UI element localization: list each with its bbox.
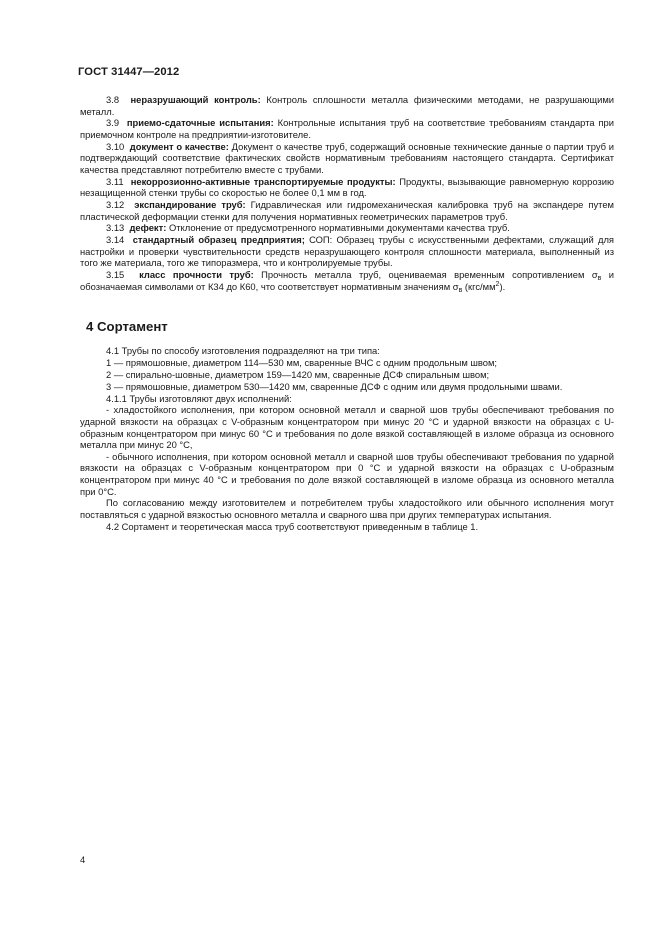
definition-text: Отклонение от предусмотренного нормативными документами качества труб. <box>168 222 510 234</box>
unit-superscript: 2 <box>495 280 500 288</box>
clause-number: 3.10 <box>106 140 125 152</box>
definition-text: Гидравлическая или гидромеханическая калибровка труб на экспандере путем пластической деформации стенки для получения нормативных геометрических параметров труб. <box>80 199 614 222</box>
paragraph-4-2: 4.2 Сортамент и теоретическая масса труб соответствуют приведенным в таблице 1. <box>106 520 479 532</box>
paragraph-4-1-1: 4.1.1 Трубы изготовляют двух исполнений: <box>106 392 292 404</box>
term: некоррозионно-активные транспортируемые продукты: <box>130 175 396 187</box>
clause-number: 3.12 <box>106 199 125 211</box>
definition-3-15 <box>80 269 614 292</box>
standard-header: ГОСТ 31447—2012 <box>78 66 180 78</box>
definition-text: Продукты, вызывающие равномерную коррозию незащищенной стенки трубы со скоростью не более 0,1 мм в год. <box>80 175 614 199</box>
clause-number: 3.8 <box>106 94 120 105</box>
clause-number: 3.11 <box>106 175 124 187</box>
term: дефект: <box>129 222 167 234</box>
definition-text: Контрольные испытания труб на соответствие требованиям стандарта при приемочном контроле на предприятии-изготовителе. <box>80 117 614 140</box>
term: класс прочности труб: <box>139 269 254 281</box>
pipe-type-2: 2 — спирально-шовные, диаметром 159—1420 мм, сваренные ДСФ спиральным швом; <box>106 368 490 380</box>
definition-3-13 <box>80 222 614 234</box>
term: неразрушающий контроль: <box>130 94 261 105</box>
pipe-type-1: 1 — прямошовные, диаметром 114—530 мм, сваренные ВЧС с одним продольным швом; <box>106 357 498 369</box>
definition-3-10 <box>80 141 614 176</box>
section-title: 4 Сортамент <box>86 319 168 335</box>
definition-3-9 <box>80 117 614 140</box>
agreement-paragraph: По согласованию между изготовителем и потребителем трубы хладостойкого или обычного исполнения могут поставляться с ударной вязкостью основного металла и сварного шва при других температурах испытания. <box>80 497 614 521</box>
definition-3-14 <box>80 234 614 269</box>
cold-resistant-version: - хладостойкого исполнения, при котором основной металл и сварной шов трубы обеспечивают требования по ударной вязкости на образцах с V-образным концентратором при минус 20 °С и ударной вязкости на образцах с U-образным концентратором при минус 60 °С и требования по доле вязкой составляющей в изломе образца из основного металла при минус 20 °С, <box>80 404 614 451</box>
term: стандартный образец предприятия; <box>132 234 305 246</box>
clause-number: 3.14 <box>106 234 125 246</box>
definition-text: СОП: Образец трубы с искусственными дефектами, служащий для настройки и проверки чувствительности средств неразрушающего контроля сплошности материала, выполненный из того же материала, того же типоразмера, что и контролируемые трубы. <box>80 234 614 269</box>
definition-3-12 <box>80 199 614 222</box>
definition-3-11 <box>80 176 614 199</box>
page-number: 4 <box>80 854 86 865</box>
clause-number: 3.13 <box>106 222 125 234</box>
definition-text-b: и обозначаемая символами от К34 до К60, что соответствует нормативным значениям σ <box>80 269 614 292</box>
term: приемо-сдаточные испытания: <box>126 117 274 129</box>
definition-text-c: (кгс/мм <box>462 280 496 292</box>
definition-text: Контроль сплошности металла физическими методами, не разрушающими металл. <box>80 94 615 117</box>
page-content <box>80 94 614 532</box>
clause-number: 3.9 <box>106 117 120 129</box>
definition-text: Документ о качестве труб, содержащий основные технические данные о партии труб и подтверждающий соответствие фактических свойств нормативным требованиям настоящего стандарта. Сертификат качества представляют потребителю вместе с трубами. <box>80 140 614 175</box>
paragraph-4-1: 4.1 Трубы по способу изготовления подразделяют на три типа: <box>106 345 380 357</box>
ordinary-version: - обычного исполнения, при котором основной металл и сварной шов трубы обеспечивают требования по ударной вязкости на образцах с V-образным концентратором при 0 °С и ударной вязкости на образцах с U-образным концентратором при минус 40 °С и требования по доле вязкой составляющей в изломе образца из основного металла при 0°С. <box>80 450 614 497</box>
pipe-type-3: 3 — прямошовные, диаметром 530—1420 мм, сваренные ДСФ с одним или двумя продольными швами. <box>106 380 563 392</box>
definition-text-a: Прочность металла труб, оцениваемая временным сопротивлением σ <box>261 269 598 281</box>
definition-text-d: ). <box>499 280 506 292</box>
term: экспандирование труб: <box>134 199 246 211</box>
term: документ о качестве: <box>129 140 229 152</box>
sigma-subscript: в <box>458 286 463 294</box>
clause-number: 3.15 <box>106 269 125 281</box>
sigma-subscript: в <box>597 275 602 283</box>
definition-3-8 <box>80 94 614 117</box>
